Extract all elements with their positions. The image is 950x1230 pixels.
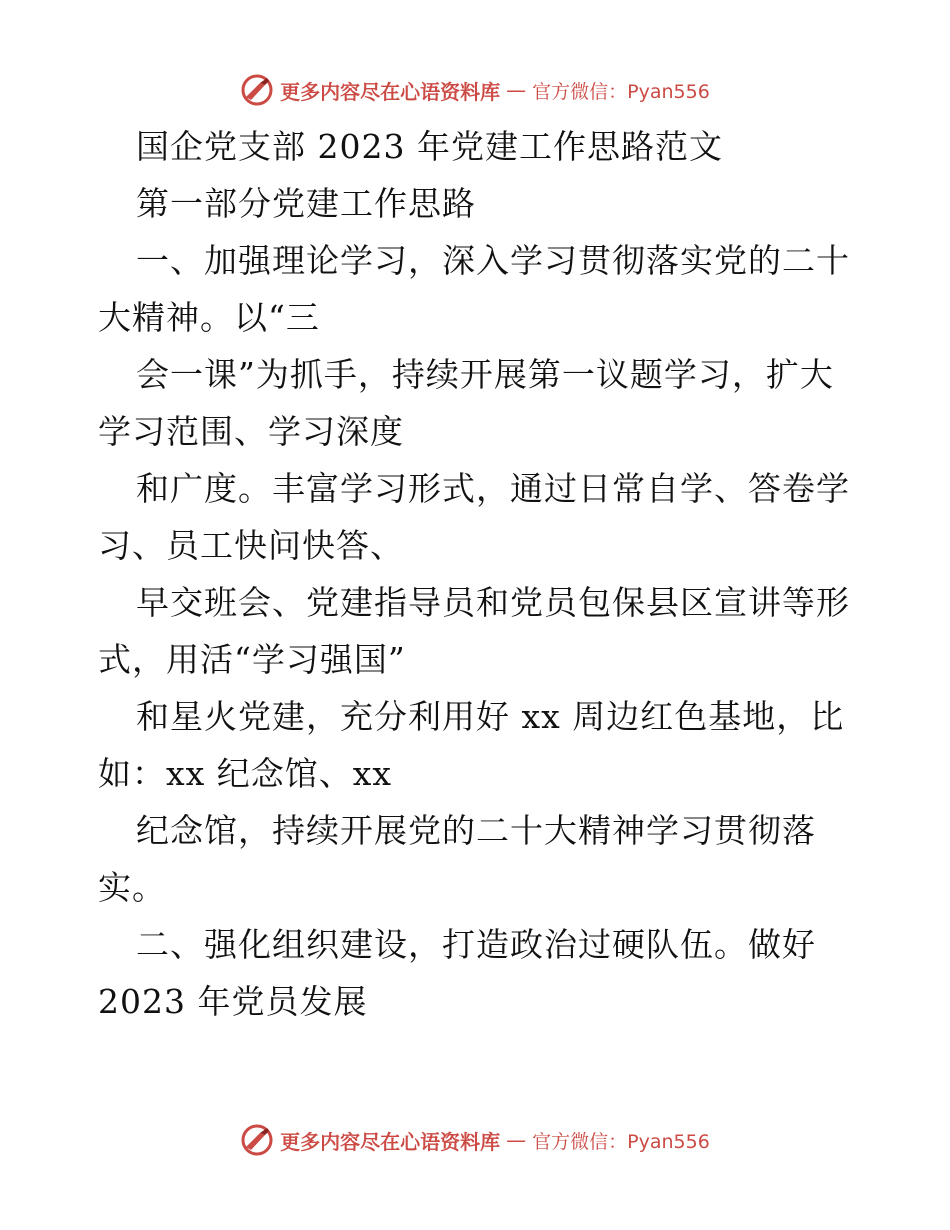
watermark-banner-bottom bbox=[0, 1120, 950, 1160]
paragraph-line: 会一课”为抓手，持续开展第一议题学习，扩大 bbox=[136, 355, 834, 394]
paragraph-line: 和星火党建，充分利用好 xx 周边红色基地，比 bbox=[136, 697, 845, 736]
paragraph-line: 习、员工快问快答、 bbox=[98, 526, 404, 565]
paragraph-line: 学习范围、学习深度 bbox=[98, 412, 404, 451]
paragraph-line: 大精神。以“三 bbox=[98, 298, 320, 337]
watermark-wechat: 官方微信：Pyan556 bbox=[532, 80, 710, 103]
paragraph-line: 如：xx 纪念馆、xx bbox=[98, 754, 392, 793]
watermark-dash: — bbox=[506, 1128, 527, 1152]
watermark-wechat: 官方微信：Pyan556 bbox=[532, 1130, 710, 1153]
paragraph-line: 和广度。丰富学习形式，通过日常自学、答卷学 bbox=[136, 469, 850, 508]
document-body bbox=[98, 118, 858, 1030]
doc-title: 国企党支部 2023 年党建工作思路范文 bbox=[136, 127, 723, 166]
paragraph-line: 2023 年党员发展 bbox=[98, 982, 368, 1021]
watermark-dash: — bbox=[506, 78, 527, 102]
pen-logo-icon bbox=[240, 73, 274, 107]
paragraph-line: 一、加强理论学习，深入学习贯彻落实党的二十 bbox=[136, 241, 850, 280]
watermark-text: 更多内容尽在心语资料库 bbox=[280, 79, 501, 104]
paragraph-line: 早交班会、党建指导员和党员包保县区宣讲等形 bbox=[136, 583, 850, 622]
watermark-text: 更多内容尽在心语资料库 bbox=[280, 1129, 501, 1154]
paragraph-line: 实。 bbox=[98, 868, 166, 907]
watermark-banner-top bbox=[0, 70, 950, 110]
section-heading: 第一部分党建工作思路 bbox=[136, 184, 476, 223]
paragraph-line: 二、强化组织建设，打造政治过硬队伍。做好 bbox=[136, 925, 816, 964]
paragraph-line: 式，用活“学习强国” bbox=[98, 640, 406, 679]
paragraph-line: 纪念馆，持续开展党的二十大精神学习贯彻落 bbox=[136, 811, 816, 850]
pen-logo-icon bbox=[240, 1123, 274, 1157]
